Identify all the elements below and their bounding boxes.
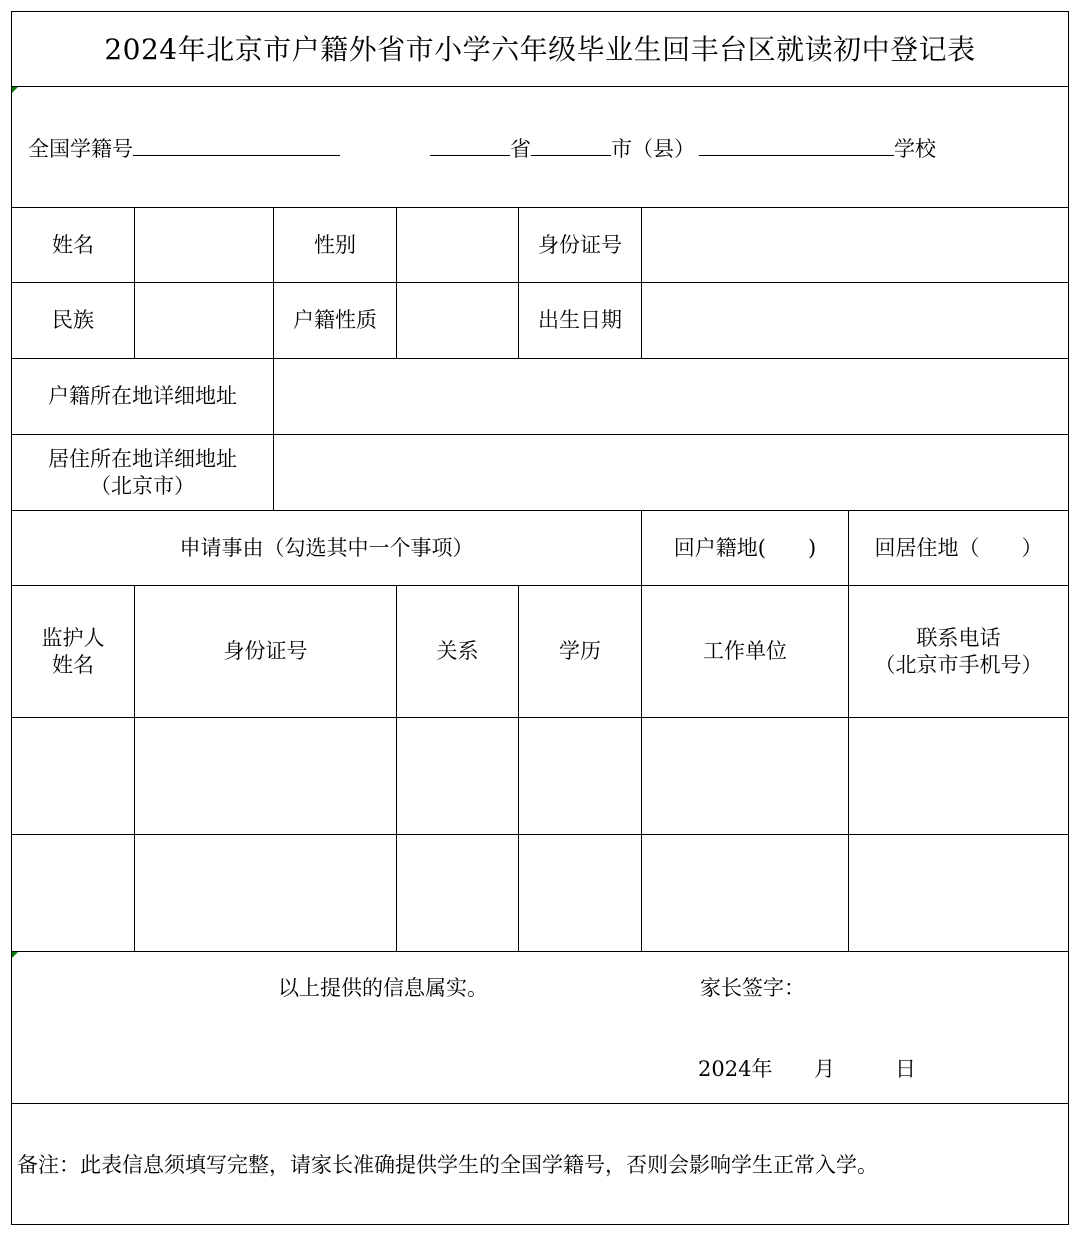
residence-address-label [12,435,273,510]
guardian-phone-header-line2: （北京市手机号） [874,652,1043,677]
student-id-field[interactable] [133,133,340,156]
guardian-name-header [12,586,134,717]
city-label: 市（县） [611,137,695,161]
hukou-address-label: 户籍所在地详细地址 [48,384,237,408]
hukou-address-field[interactable] [274,359,1068,434]
divider [11,86,1069,87]
guardian-row-2-relation[interactable] [397,835,518,951]
province-label: 省 [510,137,531,161]
remarks-note: 备注：此表信息须填写完整，请家长准确提供学生的全国学籍号，否则会影响学生正常入学。 [17,1153,878,1177]
birth-date-label: 出生日期 [538,308,622,332]
reason-option-residence[interactable]: 回居住地（ ） [874,535,1043,560]
city-field[interactable] [531,133,611,156]
guardian-row-2-phone[interactable] [849,835,1068,951]
student-id-label: 全国学籍号 [28,137,133,161]
gender-label: 性别 [314,232,356,257]
guardian-relation-header: 关系 [436,639,479,663]
ethnicity-field[interactable] [135,283,273,358]
name-label: 姓名 [52,232,94,257]
guardian-education-header: 学历 [559,639,601,663]
guardian-row-1-id[interactable] [135,718,396,834]
school-label: 学校 [894,137,936,161]
reason-label: 申请事由（勾选其中一个事项） [179,535,474,560]
divider [11,951,1069,952]
date-day: 日 [895,1057,916,1081]
id-number-field[interactable] [642,208,1068,282]
guardian-id-header: 身份证号 [223,639,308,663]
name-field[interactable] [135,208,273,282]
parent-signature-label: 家长签字： [700,976,805,1000]
declaration-statement: 以上提供的信息属实。 [278,976,488,1000]
guardian-phone-header-line1: 联系电话 [916,625,1001,650]
guardian-name-header-line1: 监护人 [41,625,105,650]
residence-address-label-text: 居住所在地详细地址 [48,446,237,471]
guardian-row-1-phone[interactable] [849,718,1068,834]
date-year: 2024年 [698,1057,773,1081]
corner-marker [12,87,18,93]
guardian-name-header-line2: 姓名 [52,652,94,677]
gender-field[interactable] [397,208,518,282]
corner-marker [12,952,18,958]
guardian-phone-header [849,586,1068,717]
id-number-label: 身份证号 [538,232,622,257]
guardian-row-1-name[interactable] [12,718,134,834]
guardian-row-2-workplace[interactable] [642,835,848,951]
residence-address-field[interactable] [274,435,1068,510]
guardian-workplace-header: 工作单位 [703,639,787,663]
guardian-row-2-education[interactable] [519,835,641,951]
student-id-row [28,133,936,164]
divider [11,1103,1069,1104]
province-field[interactable] [430,133,510,156]
hukou-type-field[interactable] [397,283,518,358]
reason-option-hukou[interactable]: 回户籍地( ) [673,535,817,560]
hukou-type-label: 户籍性质 [293,308,377,332]
guardian-row-2-name[interactable] [12,835,134,951]
guardian-row-1-relation[interactable] [397,718,518,834]
form-title: 2024年北京市户籍外省市小学六年级毕业生回丰台区就读初中登记表 [104,32,976,66]
school-field[interactable] [699,133,894,156]
guardian-row-1-workplace[interactable] [642,718,848,834]
birth-date-field[interactable] [642,283,1068,358]
ethnicity-label: 民族 [52,308,94,332]
guardian-row-1-education[interactable] [519,718,641,834]
guardian-row-2-id[interactable] [135,835,396,951]
residence-address-note: （北京市） [90,473,195,498]
date-month: 月 [814,1057,835,1081]
